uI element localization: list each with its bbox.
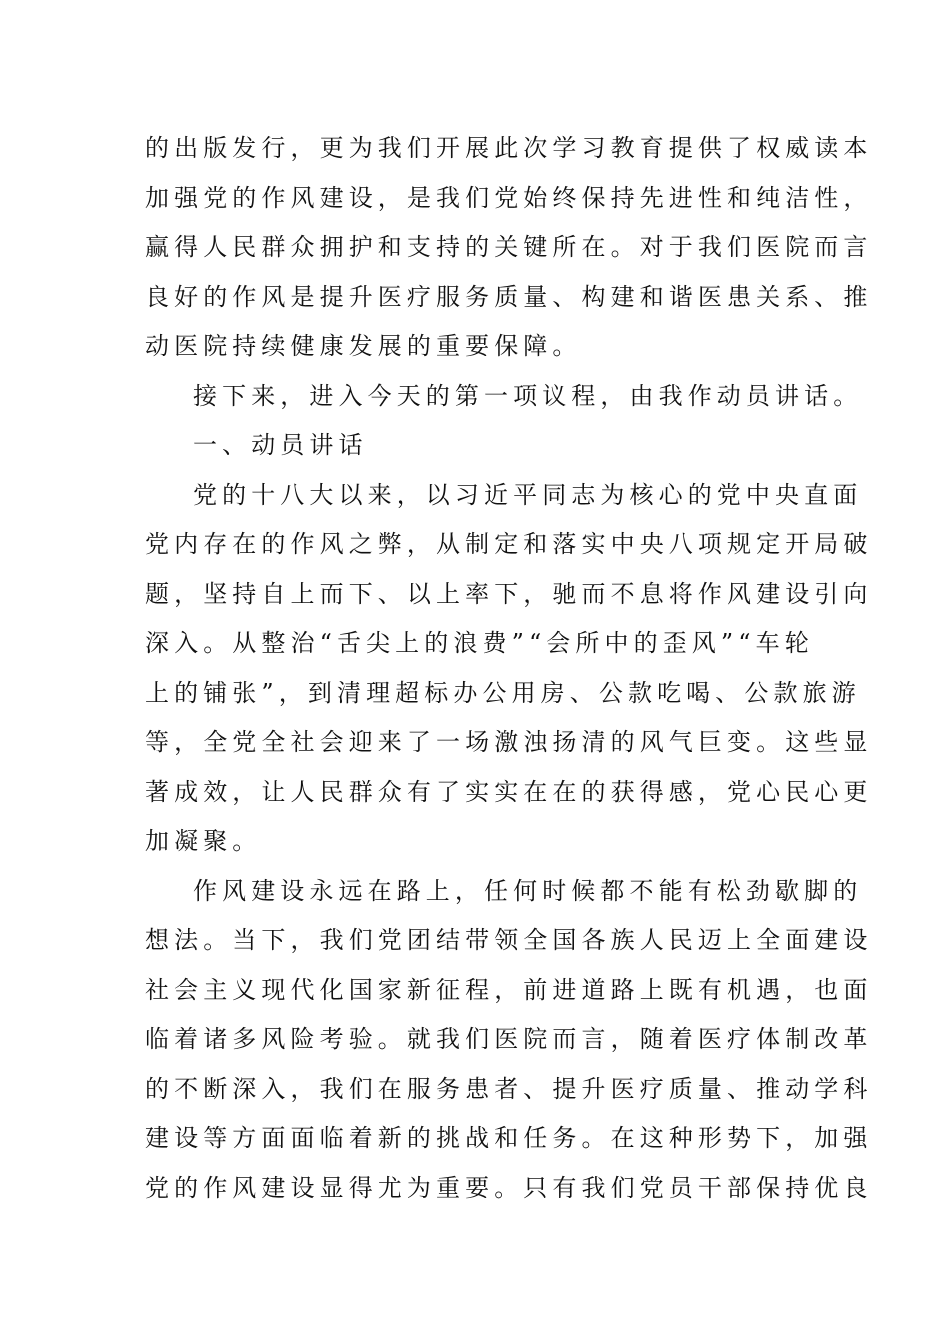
text-line: 著成效，让人民群众有了实实在在的获得感，党心民心更 [145, 777, 873, 806]
section-heading: 一、动员讲话 [193, 431, 368, 459]
text-line: 作风建设永远在路上，任何时候都不能有松劲歇脚的 [193, 876, 863, 905]
text-line: 动医院持续健康发展的重要保障。 [145, 332, 582, 360]
text-line: 加凝聚。 [145, 827, 262, 855]
text-line: 建设等方面面临着新的挑战和任务。在这种形势下，加强 [145, 1124, 873, 1152]
text-line: 的出版发行，更为我们开展此次学习教育提供了权威读本 [145, 134, 873, 162]
text-line: 等，全党全社会迎来了一场激浊扬清的风气巨变。这些显 [145, 728, 873, 756]
text-line: 党的作风建设显得尤为重要。只有我们党员干部保持优良 [145, 1173, 873, 1202]
document-body [145, 124, 873, 1213]
text-line: 想法。当下，我们党团结带领全国各族人民迈上全面建设 [145, 926, 873, 954]
text-line: 良好的作风是提升医疗服务质量、构建和谐医患关系、推 [145, 282, 873, 311]
text-line: 上的铺张”，到清理超标办公用房、公款吃喝、公款旅游 [145, 678, 861, 707]
text-line: 加强党的作风建设，是我们党始终保持先进性和纯洁性， [145, 183, 873, 212]
text-line: 赢得人民群众拥护和支持的关键所在。对于我们医院而言 [145, 233, 873, 261]
text-line: 接下来，进入今天的第一项议程，由我作动员讲话。 [193, 381, 863, 410]
text-line: 党的十八大以来，以习近平同志为核心的党中央直面 [193, 480, 863, 509]
text-line: 临着诸多风险考验。就我们医院而言，随着医疗体制改革 [145, 1025, 873, 1053]
text-line: 党内存在的作风之弊，从制定和落实中央八项规定开局破 [145, 530, 873, 558]
text-line: 题，坚持自上而下、以上率下，驰而不息将作风建设引向 [145, 579, 873, 608]
text-line: 深入。从整治“舌尖上的浪费”“会所中的歪风”“车轮 [145, 629, 814, 657]
text-line: 社会主义现代化国家新征程，前进道路上既有机遇，也面 [145, 975, 873, 1004]
text-line: 的不断深入，我们在服务患者、提升医疗质量、推动学科 [145, 1074, 873, 1103]
